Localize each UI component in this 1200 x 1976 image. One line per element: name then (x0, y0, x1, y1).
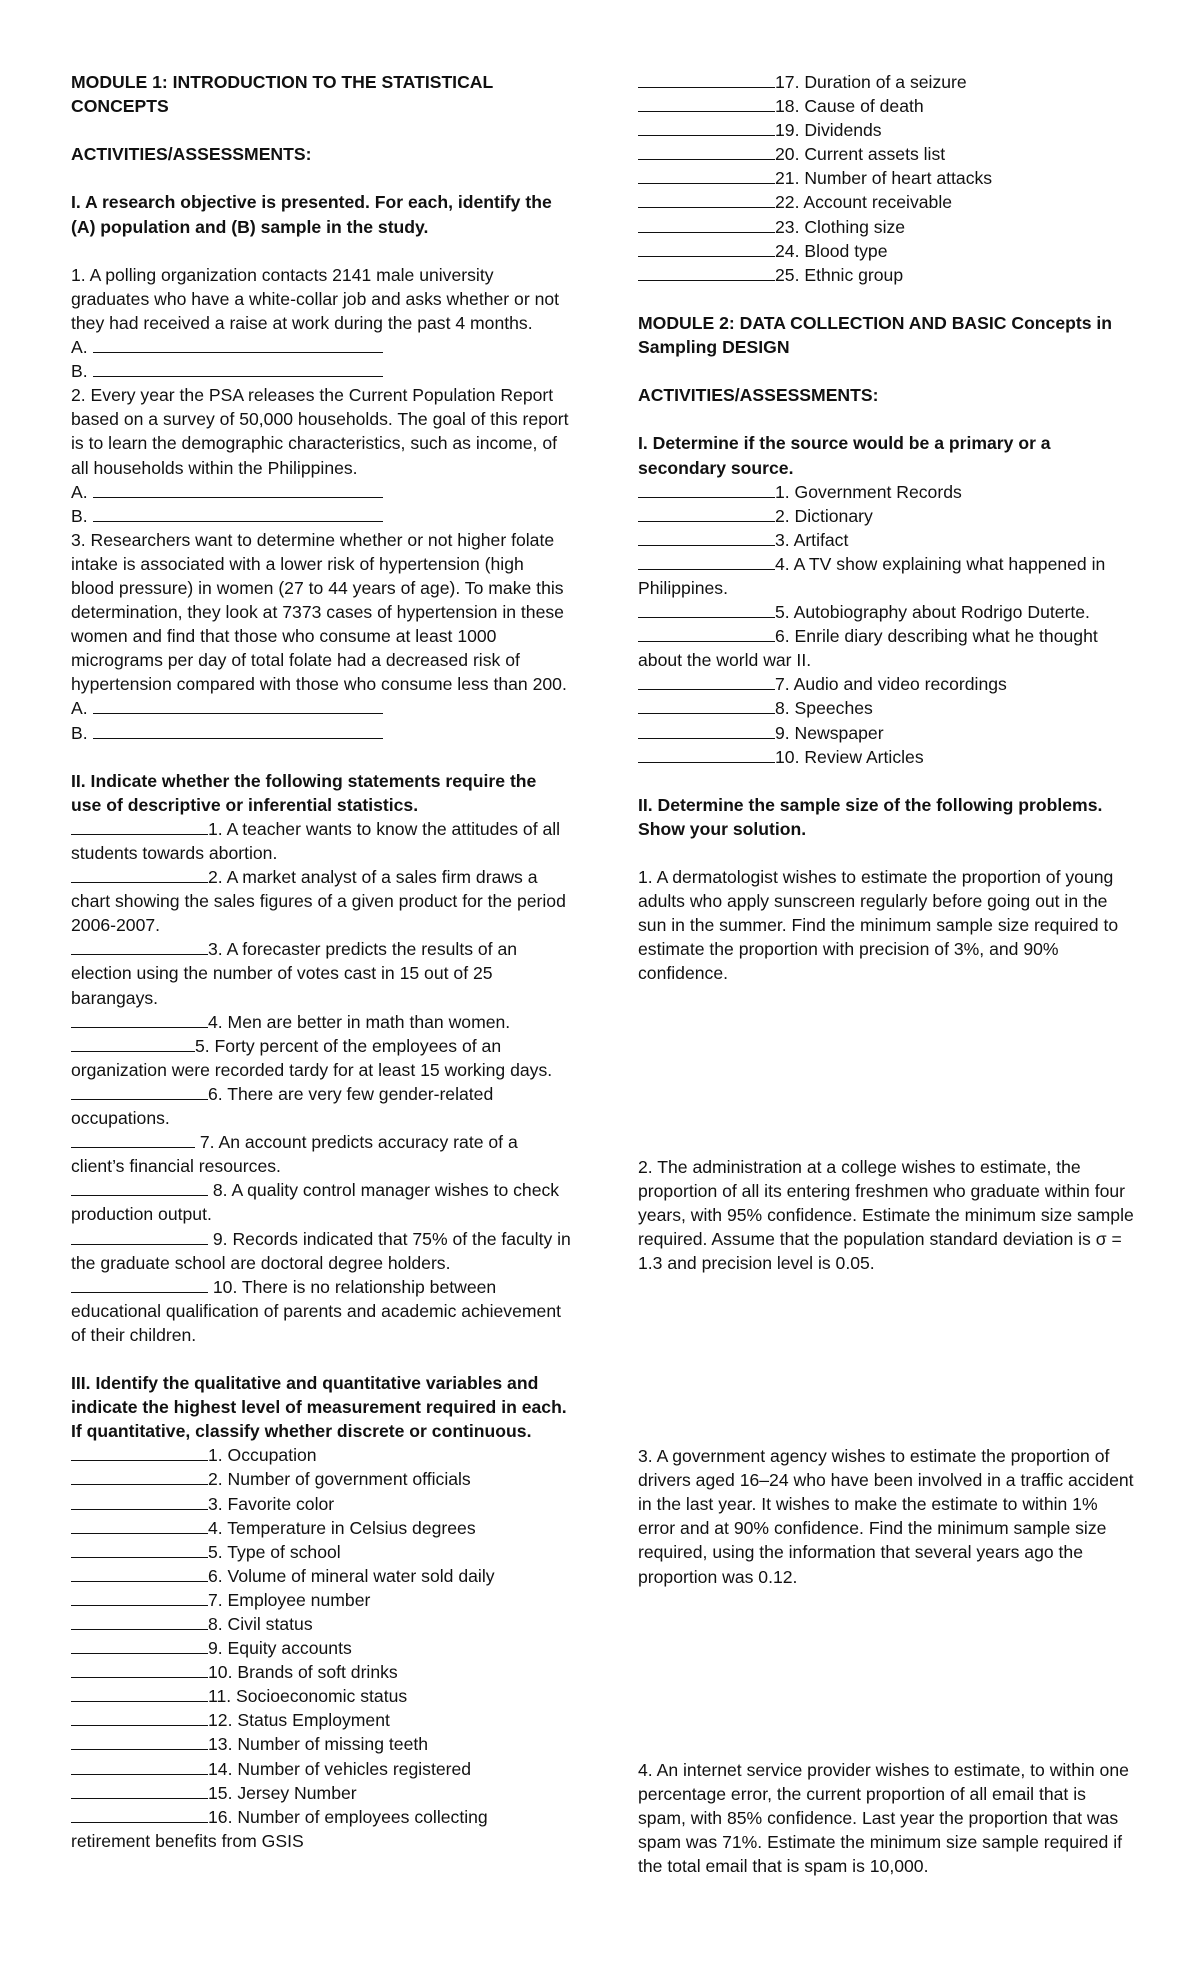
answer-blank[interactable] (71, 938, 208, 955)
module1-part3-list-right (638, 70, 1138, 287)
list-item: 4. Men are better in math than women. (71, 1010, 571, 1034)
answer-blank[interactable] (93, 360, 383, 377)
answer-blank[interactable] (93, 697, 383, 714)
list-item: 9. Newspaper (638, 721, 1138, 745)
list-item: 2. Dictionary (638, 504, 1138, 528)
list-item: 6. There are very few gender-related occupations. (71, 1083, 494, 1129)
answer-blank[interactable] (638, 625, 775, 642)
list-item: 3. A forecaster predicts the results of an election using the number of votes cast in 15 out of 25 barangays. (71, 939, 518, 1008)
answer-blank[interactable] (93, 336, 383, 353)
list-item: 17. Duration of a seizure (638, 70, 1138, 94)
list-item: 15. Jersey Number (71, 1781, 571, 1805)
answer-blank[interactable] (71, 1083, 208, 1100)
list-item: 14. Number of vehicles registered (71, 1757, 571, 1781)
left-column (71, 70, 571, 1853)
answer-blank[interactable] (71, 1011, 208, 1028)
answer-blank[interactable] (71, 866, 208, 883)
module2-part2-problem-4: 4. An internet service provider wishes to estimate, to within one percentage error, the current proportion of all email that is spam, with 85% confidence. Last year the proportion that was spam was 71%. Estimate the minimum size sample required if the total email that is spam is 10,000. (638, 1759, 1129, 1876)
list-item: 4. A TV show explaining what happened in Philippines. (638, 553, 1106, 598)
list-item: 24. Blood type (638, 239, 1138, 263)
answer-blank[interactable] (71, 1179, 208, 1196)
answer-blank[interactable] (93, 481, 383, 498)
answer-a-line: A. (71, 480, 571, 504)
module2-part2-problem-3: 3. A government agency wishes to estimate the proportion of drivers aged 16–24 who have been involved in a traffic accident in the last year. It wishes to make the estimate to within 1% error and at 90% confidence. Find the minimum sample size required, using the information that several years ago the proportion was 0.12. (638, 1446, 1134, 1587)
answer-blank[interactable] (71, 1637, 208, 1654)
answer-blank[interactable] (93, 505, 383, 522)
answer-blank[interactable] (71, 1228, 208, 1245)
list-item: 10. There is no relationship between educational qualification of parents and academic achievement of their children. (71, 1276, 562, 1345)
answer-blank[interactable] (638, 722, 775, 739)
answer-blank[interactable] (638, 167, 775, 184)
list-item: 10. Review Articles (638, 745, 1138, 769)
answer-blank[interactable] (638, 746, 775, 763)
list-item: 2. Number of government officials (71, 1467, 571, 1491)
module1-part1-item-3: 3. Researchers want to determine whether or not higher folate intake is associated with a lower risk of hypertension (high blood pressure) in women (27 to 44 years of age). To make this determination, they look at 7373 cases of hypertension in these women and find that those who consume at least 1000 micrograms per day of total folate had a decreased risk of hypertension compared with those who consume less than 200. (71, 529, 567, 695)
list-item: 19. Dividends (638, 118, 1138, 142)
list-item: 25. Ethnic group (638, 263, 1138, 287)
answer-blank[interactable] (638, 673, 775, 690)
answer-blank[interactable] (71, 1541, 208, 1558)
answer-blank[interactable] (638, 505, 775, 522)
list-item: 11. Socioeconomic status (71, 1684, 571, 1708)
answer-blank[interactable] (638, 481, 775, 498)
answer-blank[interactable] (71, 1468, 208, 1485)
module2-activities-heading: ACTIVITIES/ASSESSMENTS: (638, 385, 879, 406)
answer-blank[interactable] (638, 119, 775, 136)
list-item: 1. A teacher wants to know the attitudes of all students towards abortion. (71, 818, 561, 863)
list-item: 20. Current assets list (638, 142, 1138, 166)
list-item: 5. Autobiography about Rodrigo Duterte. (638, 600, 1138, 624)
module2-title: MODULE 2: DATA COLLECTION AND BASIC Concepts in Sampling DESIGN (638, 312, 1117, 358)
list-item: 7. Audio and video recordings (638, 672, 1138, 696)
answer-blank[interactable] (638, 71, 775, 88)
list-item: 6. Volume of mineral water sold daily (71, 1564, 571, 1588)
answer-b-line: B. (71, 504, 571, 528)
list-item: 9. Equity accounts (71, 1636, 571, 1660)
list-item: 7. An account predicts accuracy rate of a client’s financial resources. (71, 1132, 518, 1177)
answer-blank[interactable] (638, 95, 775, 112)
answer-blank[interactable] (71, 1035, 195, 1052)
answer-blank[interactable] (93, 722, 383, 739)
answer-blank[interactable] (71, 1276, 208, 1293)
list-item: 23. Clothing size (638, 215, 1138, 239)
answer-blank[interactable] (638, 143, 775, 160)
module1-part1-item-1: 1. A polling organization contacts 2141 male university graduates who have a white-collar job and asks whether or not they had received a raise at work during the past 4 months. (71, 264, 560, 333)
answer-blank[interactable] (71, 1709, 208, 1726)
list-item: 4. Temperature in Celsius degrees (71, 1516, 571, 1540)
list-item: 18. Cause of death (638, 94, 1138, 118)
module1-activities-heading: ACTIVITIES/ASSESSMENTS: (71, 144, 312, 165)
list-item: 3. Favorite color (71, 1492, 571, 1516)
answer-blank[interactable] (71, 1613, 208, 1630)
answer-blank[interactable] (71, 1565, 208, 1582)
answer-blank[interactable] (71, 1493, 208, 1510)
list-item: 8. Civil status (71, 1612, 571, 1636)
list-item: 5. Type of school (71, 1540, 571, 1564)
answer-b-line: B. (71, 359, 571, 383)
list-item: 22. Account receivable (638, 190, 1138, 214)
answer-b-line: B. (71, 721, 571, 745)
module2-part1-heading: I. Determine if the source would be a primary or a secondary source. (638, 433, 1056, 478)
list-item: 1. Government Records (638, 480, 1138, 504)
list-item: 3. Artifact (638, 528, 1138, 552)
list-item: 6. Enrile diary describing what he thought about the world war II. (638, 626, 1098, 671)
module2-part2-problem-1: 1. A dermatologist wishes to estimate the proportion of young adults who apply sunscreen regularly before going out in the sun in the summer. Find the minimum sample size required to estimate the proportion with precision of 3%, and 90% confidence. (638, 867, 1119, 984)
answer-blank[interactable] (71, 1131, 195, 1148)
list-item: 9. Records indicated that 75% of the faculty in the graduate school are doctoral degree holders. (71, 1228, 571, 1273)
answer-blank[interactable] (638, 529, 775, 546)
answer-blank[interactable] (71, 1685, 208, 1702)
answer-a-line: A. (71, 696, 571, 720)
module1-title: MODULE 1: INTRODUCTION TO THE STATISTICAL CONCEPTS (71, 72, 498, 117)
module2-part1-list (638, 480, 1138, 769)
answer-blank[interactable] (71, 1758, 208, 1775)
list-item: 2. A market analyst of a sales firm draws a chart showing the sales figures of a given product for the period 2006-2007. (71, 867, 566, 936)
answer-blank[interactable] (638, 697, 775, 714)
answer-blank[interactable] (638, 553, 775, 570)
module1-part2-heading: II. Indicate whether the following statements require the use of descriptive or inferential statistics. (71, 770, 542, 815)
list-item: 21. Number of heart attacks (638, 166, 1138, 190)
answer-blank[interactable] (71, 1444, 208, 1461)
module1-part3-list-left (71, 1443, 571, 1853)
module1-part3-heading: III. Identify the qualitative and quantitative variables and indicate the highest level of measurement required in each. If quantitative, classify whether discrete or continuous. (71, 1373, 572, 1442)
list-item: 12. Status Employment (71, 1708, 571, 1732)
list-item: 8. A quality control manager wishes to check production output. (71, 1180, 560, 1225)
answer-blank[interactable] (638, 264, 775, 281)
answer-blank[interactable] (638, 240, 775, 257)
list-item: 10. Brands of soft drinks (71, 1660, 571, 1684)
list-item: 5. Forty percent of the employees of an organization were recorded tardy for at least 15 working days. (71, 1035, 553, 1080)
answer-blank[interactable] (71, 818, 208, 835)
answer-blank[interactable] (638, 191, 775, 208)
module1-part1-item-2: 2. Every year the PSA releases the Current Population Report based on a survey of 50,000 households. The goal of this report is to learn the demographic characteristics, such as income, of all households within the Philippines. (71, 385, 569, 478)
module2-part2-heading: II. Determine the sample size of the following problems. Show your solution. (638, 794, 1108, 839)
answer-blank[interactable] (71, 1661, 208, 1678)
answer-blank[interactable] (71, 1806, 208, 1823)
answer-blank[interactable] (71, 1782, 208, 1799)
list-item: 7. Employee number (71, 1588, 571, 1612)
right-column (638, 70, 1138, 1878)
answer-blank[interactable] (71, 1589, 208, 1606)
module2-part2-problem-2: 2. The administration at a college wishes to estimate, the proportion of all its entering freshmen who graduate within four years, with 95% confidence. Estimate the minimum size sample required. Assume that the population standard deviation is σ = 1.3 and precision level is 0.05. (638, 1156, 1134, 1273)
list-item: 16. Number of employees collecting retirement benefits from GSIS (71, 1806, 488, 1851)
module1-part1-heading: I. A research objective is presented. For each, identify the (A) population and (B) sample in the study. (71, 192, 557, 237)
module1-part2-list (71, 817, 571, 1347)
list-item: 8. Speeches (638, 696, 1138, 720)
list-item: 1. Occupation (71, 1443, 571, 1467)
list-item: 13. Number of missing teeth (71, 1732, 571, 1756)
answer-blank[interactable] (638, 216, 775, 233)
answer-blank[interactable] (71, 1733, 208, 1750)
answer-a-line: A. (71, 335, 571, 359)
answer-blank[interactable] (638, 601, 775, 618)
answer-blank[interactable] (71, 1517, 208, 1534)
